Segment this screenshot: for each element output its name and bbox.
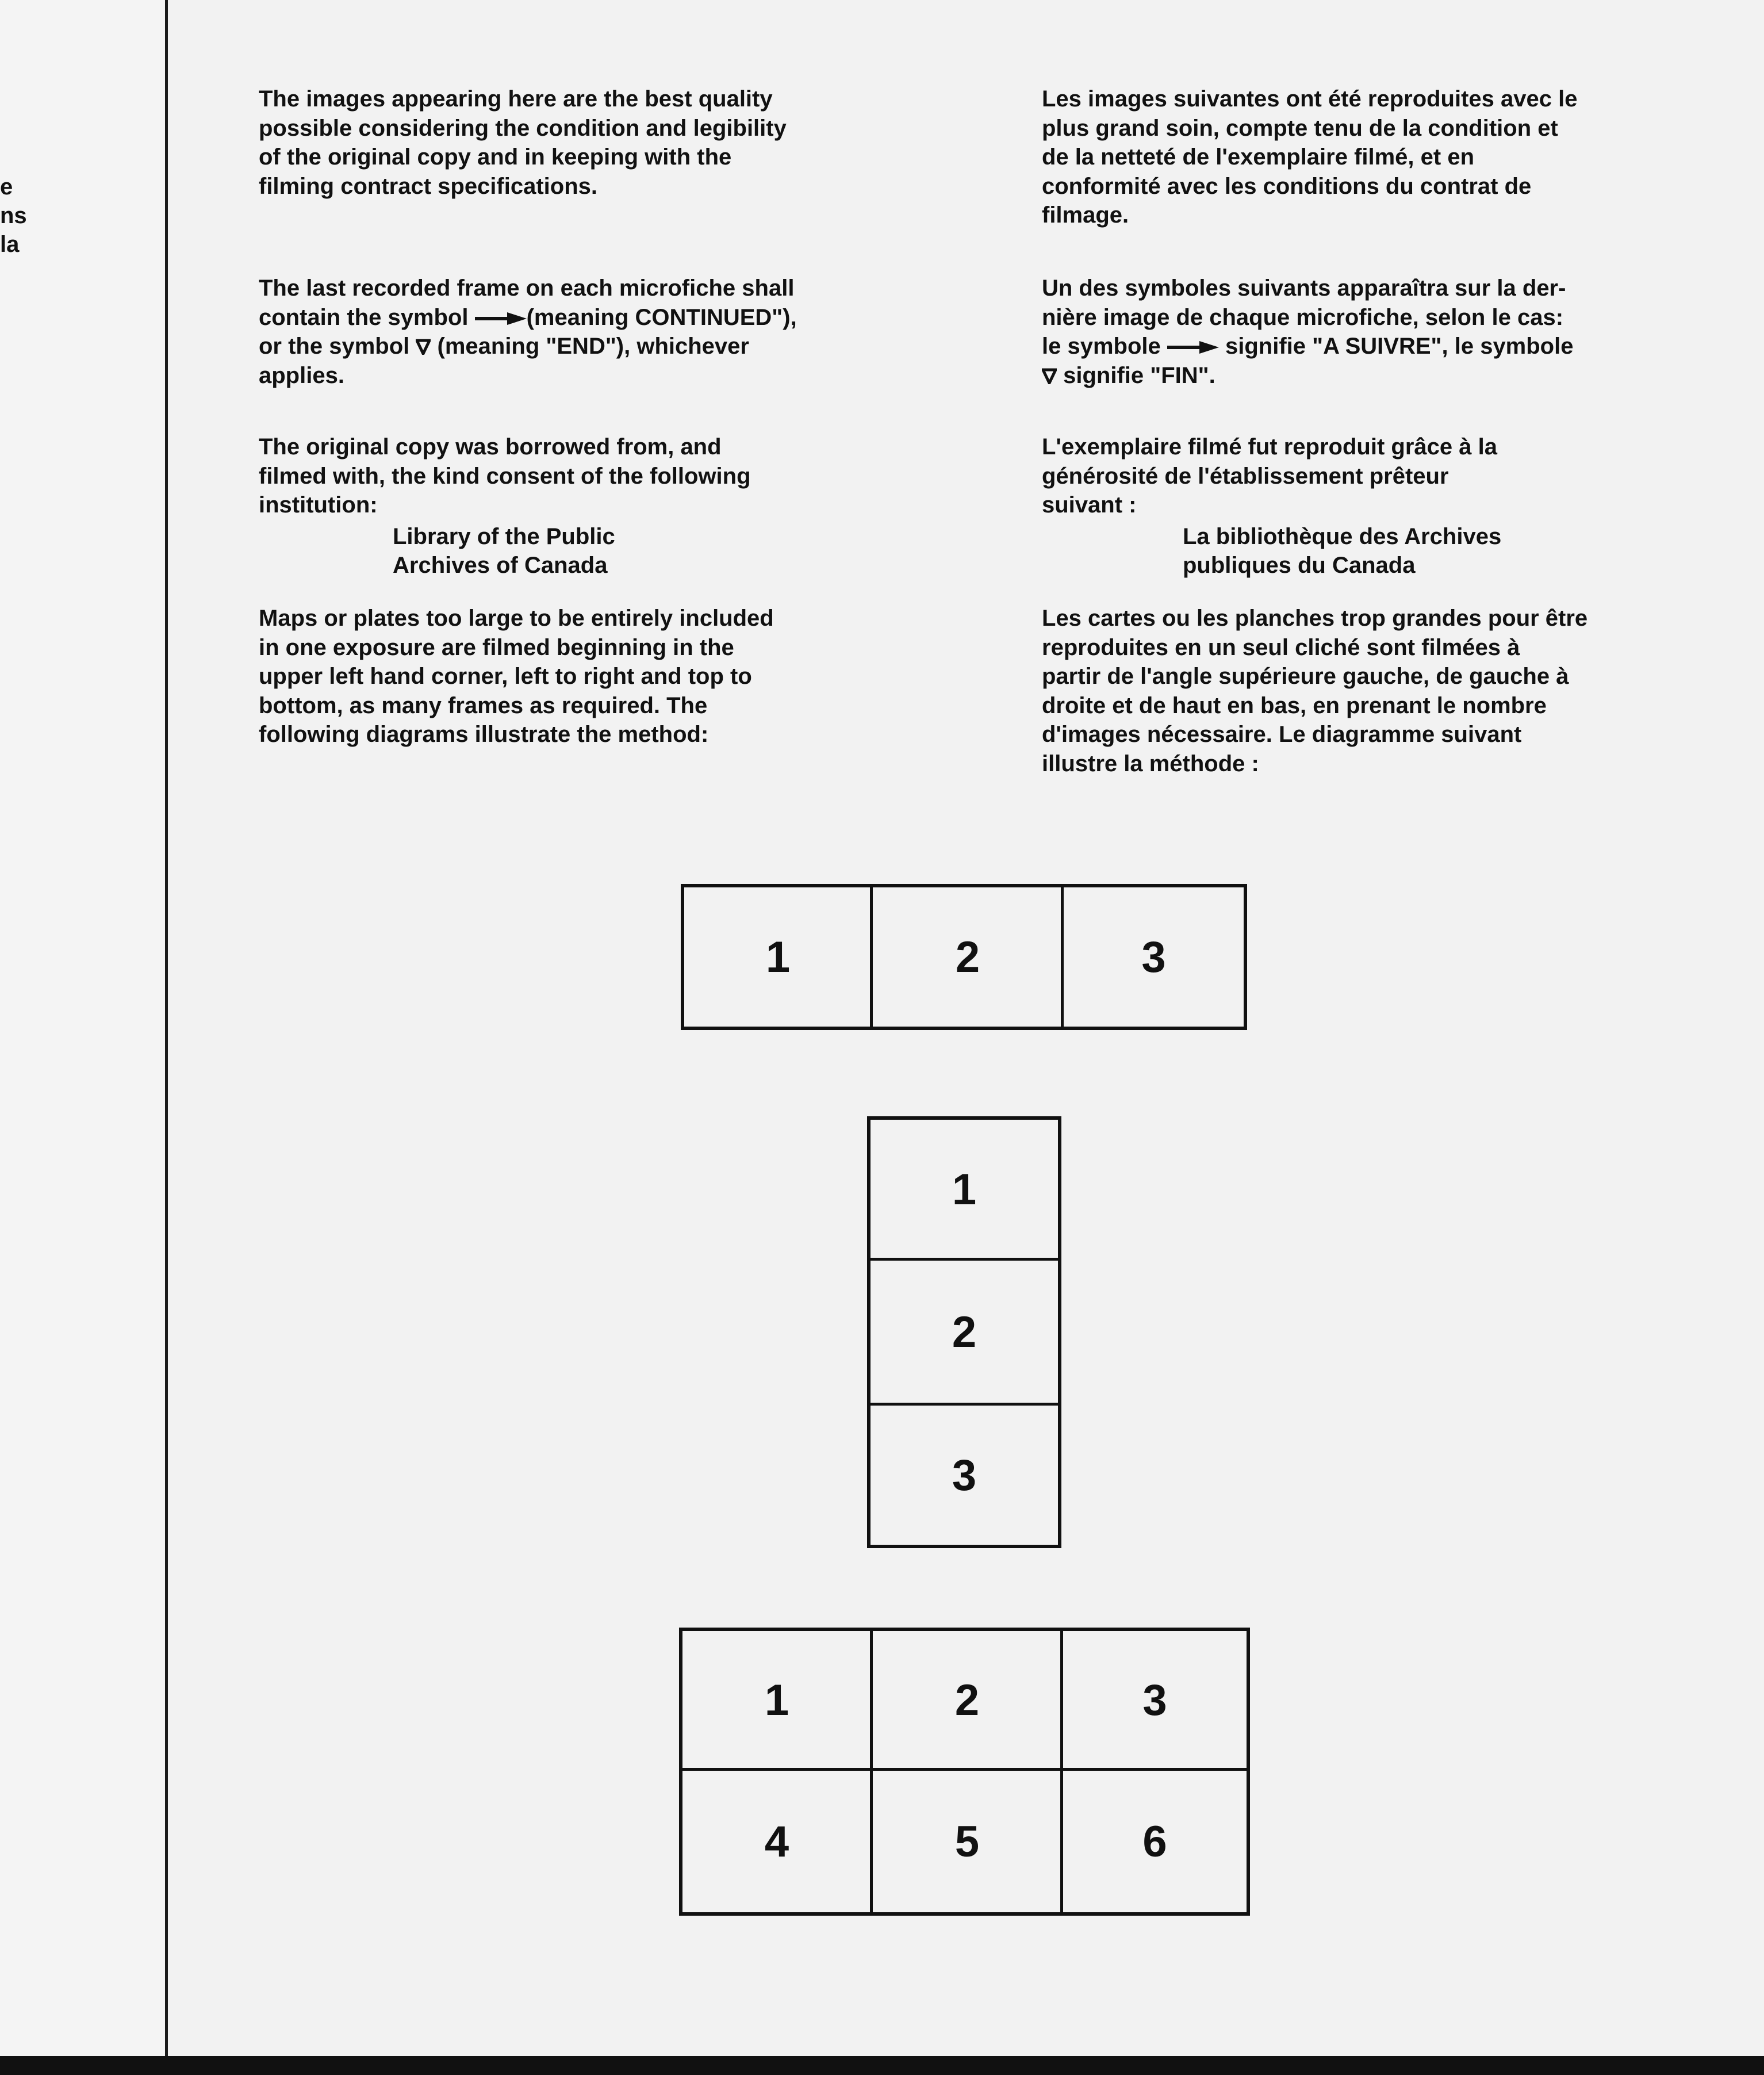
english-paragraph-symbols — [259, 274, 949, 390]
text-segment: signifie "FIN". — [1057, 362, 1215, 388]
film-edge-bar — [0, 2056, 1764, 2075]
diagram-vertical-column — [867, 1116, 1061, 1548]
english-paragraph-quality — [259, 85, 949, 201]
end-triangle-icon — [416, 339, 431, 355]
text-line: illustre la méthode : — [1042, 751, 1259, 776]
frame-cell: 1 — [952, 1165, 977, 1214]
diagram-horizontal-row — [681, 884, 1247, 1030]
text-line: in one exposure are filmed beginning in the — [259, 634, 734, 660]
edge-text-fragment: e — [0, 174, 13, 200]
continued-arrow-icon — [475, 312, 527, 326]
text-line: filmage. — [1042, 202, 1129, 228]
diagram-grid — [679, 1628, 1250, 1916]
text-line: conformité avec les conditions du contrat de — [1042, 173, 1532, 199]
previous-page-edge — [0, 0, 168, 2056]
frame-cell: 2 — [952, 1308, 977, 1357]
text-line: upper left hand corner, left to right and top to — [259, 664, 752, 689]
french-paragraph-quality — [1042, 85, 1755, 230]
frame-cell: 5 — [954, 1817, 980, 1866]
text-line — [1042, 361, 1755, 391]
text-line: nière image de chaque microfiche, selon le cas: — [1042, 304, 1564, 330]
text-line — [259, 332, 949, 361]
frame-cell: 4 — [764, 1817, 789, 1866]
edge-text-fragment: ns — [0, 203, 27, 228]
text-line: possible considering the condition and legibility — [259, 115, 787, 141]
frame-cell: 3 — [1141, 932, 1166, 982]
frame-cell: 3 — [1142, 1675, 1167, 1725]
text-line: Un des symboles suivants apparaîtra sur la der- — [1042, 275, 1566, 301]
text-segment: le symbole — [1042, 334, 1167, 359]
text-line: institution: — [259, 492, 378, 518]
french-paragraph-maps — [1042, 604, 1755, 778]
continued-arrow-icon — [1167, 340, 1219, 354]
text-line: of the original copy and in keeping with the — [259, 144, 732, 170]
text-line: générosité de l'établissement prêteur — [1042, 463, 1449, 489]
text-line: The last recorded frame on each microfiche shall — [259, 275, 795, 301]
text-segment: (meaning "END"), whichever — [431, 334, 749, 359]
frame-cell: 2 — [955, 932, 980, 982]
text-line: L'exemplaire filmé fut reproduit grâce à la — [1042, 434, 1497, 460]
text-line: partir de l'angle supérieure gauche, de gauche à — [1042, 664, 1569, 689]
text-segment: signifie "A SUIVRE", le symbole — [1218, 334, 1574, 359]
text-line: de la netteté de l'exemplaire filmé, et en — [1042, 144, 1475, 170]
text-line: droite et de haut en bas, en prenant le nombre — [1042, 692, 1547, 718]
text-line: filming contract specifications. — [259, 173, 598, 199]
english-paragraph-maps — [259, 604, 949, 749]
text-line: The images appearing here are the best quality — [259, 86, 773, 112]
text-segment: contain the symbol — [259, 304, 475, 330]
text-line — [259, 303, 949, 332]
text-line: Les images suivantes ont été reproduites avec le — [1042, 86, 1578, 112]
text-segment: (meaning CONTINUED"), — [526, 304, 797, 330]
text-line: following diagrams illustrate the method: — [259, 722, 709, 747]
text-line: bottom, as many frames as required. The — [259, 692, 708, 718]
text-line: Les cartes ou les planches trop grandes pour être — [1042, 606, 1588, 631]
institution-name: publiques du Canada — [1183, 553, 1416, 578]
text-segment: or the symbol — [259, 334, 416, 359]
institution-name: La bibliothèque des Archives — [1183, 523, 1502, 549]
frame-cell: 6 — [1142, 1817, 1167, 1866]
text-line: filmed with, the kind consent of the following — [259, 463, 751, 489]
text-line: plus grand soin, compte tenu de la condition et — [1042, 115, 1558, 141]
institution-name: Library of the Public — [393, 523, 615, 549]
end-triangle-icon — [1042, 368, 1057, 384]
french-paragraph-institution — [1042, 432, 1755, 580]
frame-cell: 1 — [765, 932, 791, 982]
frame-cell: 3 — [952, 1450, 977, 1500]
text-line: reproduites en un seul cliché sont filmées à — [1042, 634, 1520, 660]
english-paragraph-institution — [259, 432, 949, 580]
frame-cell: 1 — [764, 1675, 789, 1725]
text-line: Maps or plates too large to be entirely included — [259, 606, 774, 631]
edge-text-fragment: la — [0, 232, 20, 257]
institution-name: Archives of Canada — [393, 553, 608, 578]
frame-cell: 2 — [954, 1675, 980, 1725]
text-line: The original copy was borrowed from, and — [259, 434, 722, 460]
text-line — [1042, 332, 1755, 361]
text-line: suivant : — [1042, 492, 1137, 518]
french-paragraph-symbols — [1042, 274, 1755, 390]
text-line: applies. — [259, 362, 344, 388]
text-line: d'images nécessaire. Le diagramme suivant — [1042, 722, 1522, 747]
